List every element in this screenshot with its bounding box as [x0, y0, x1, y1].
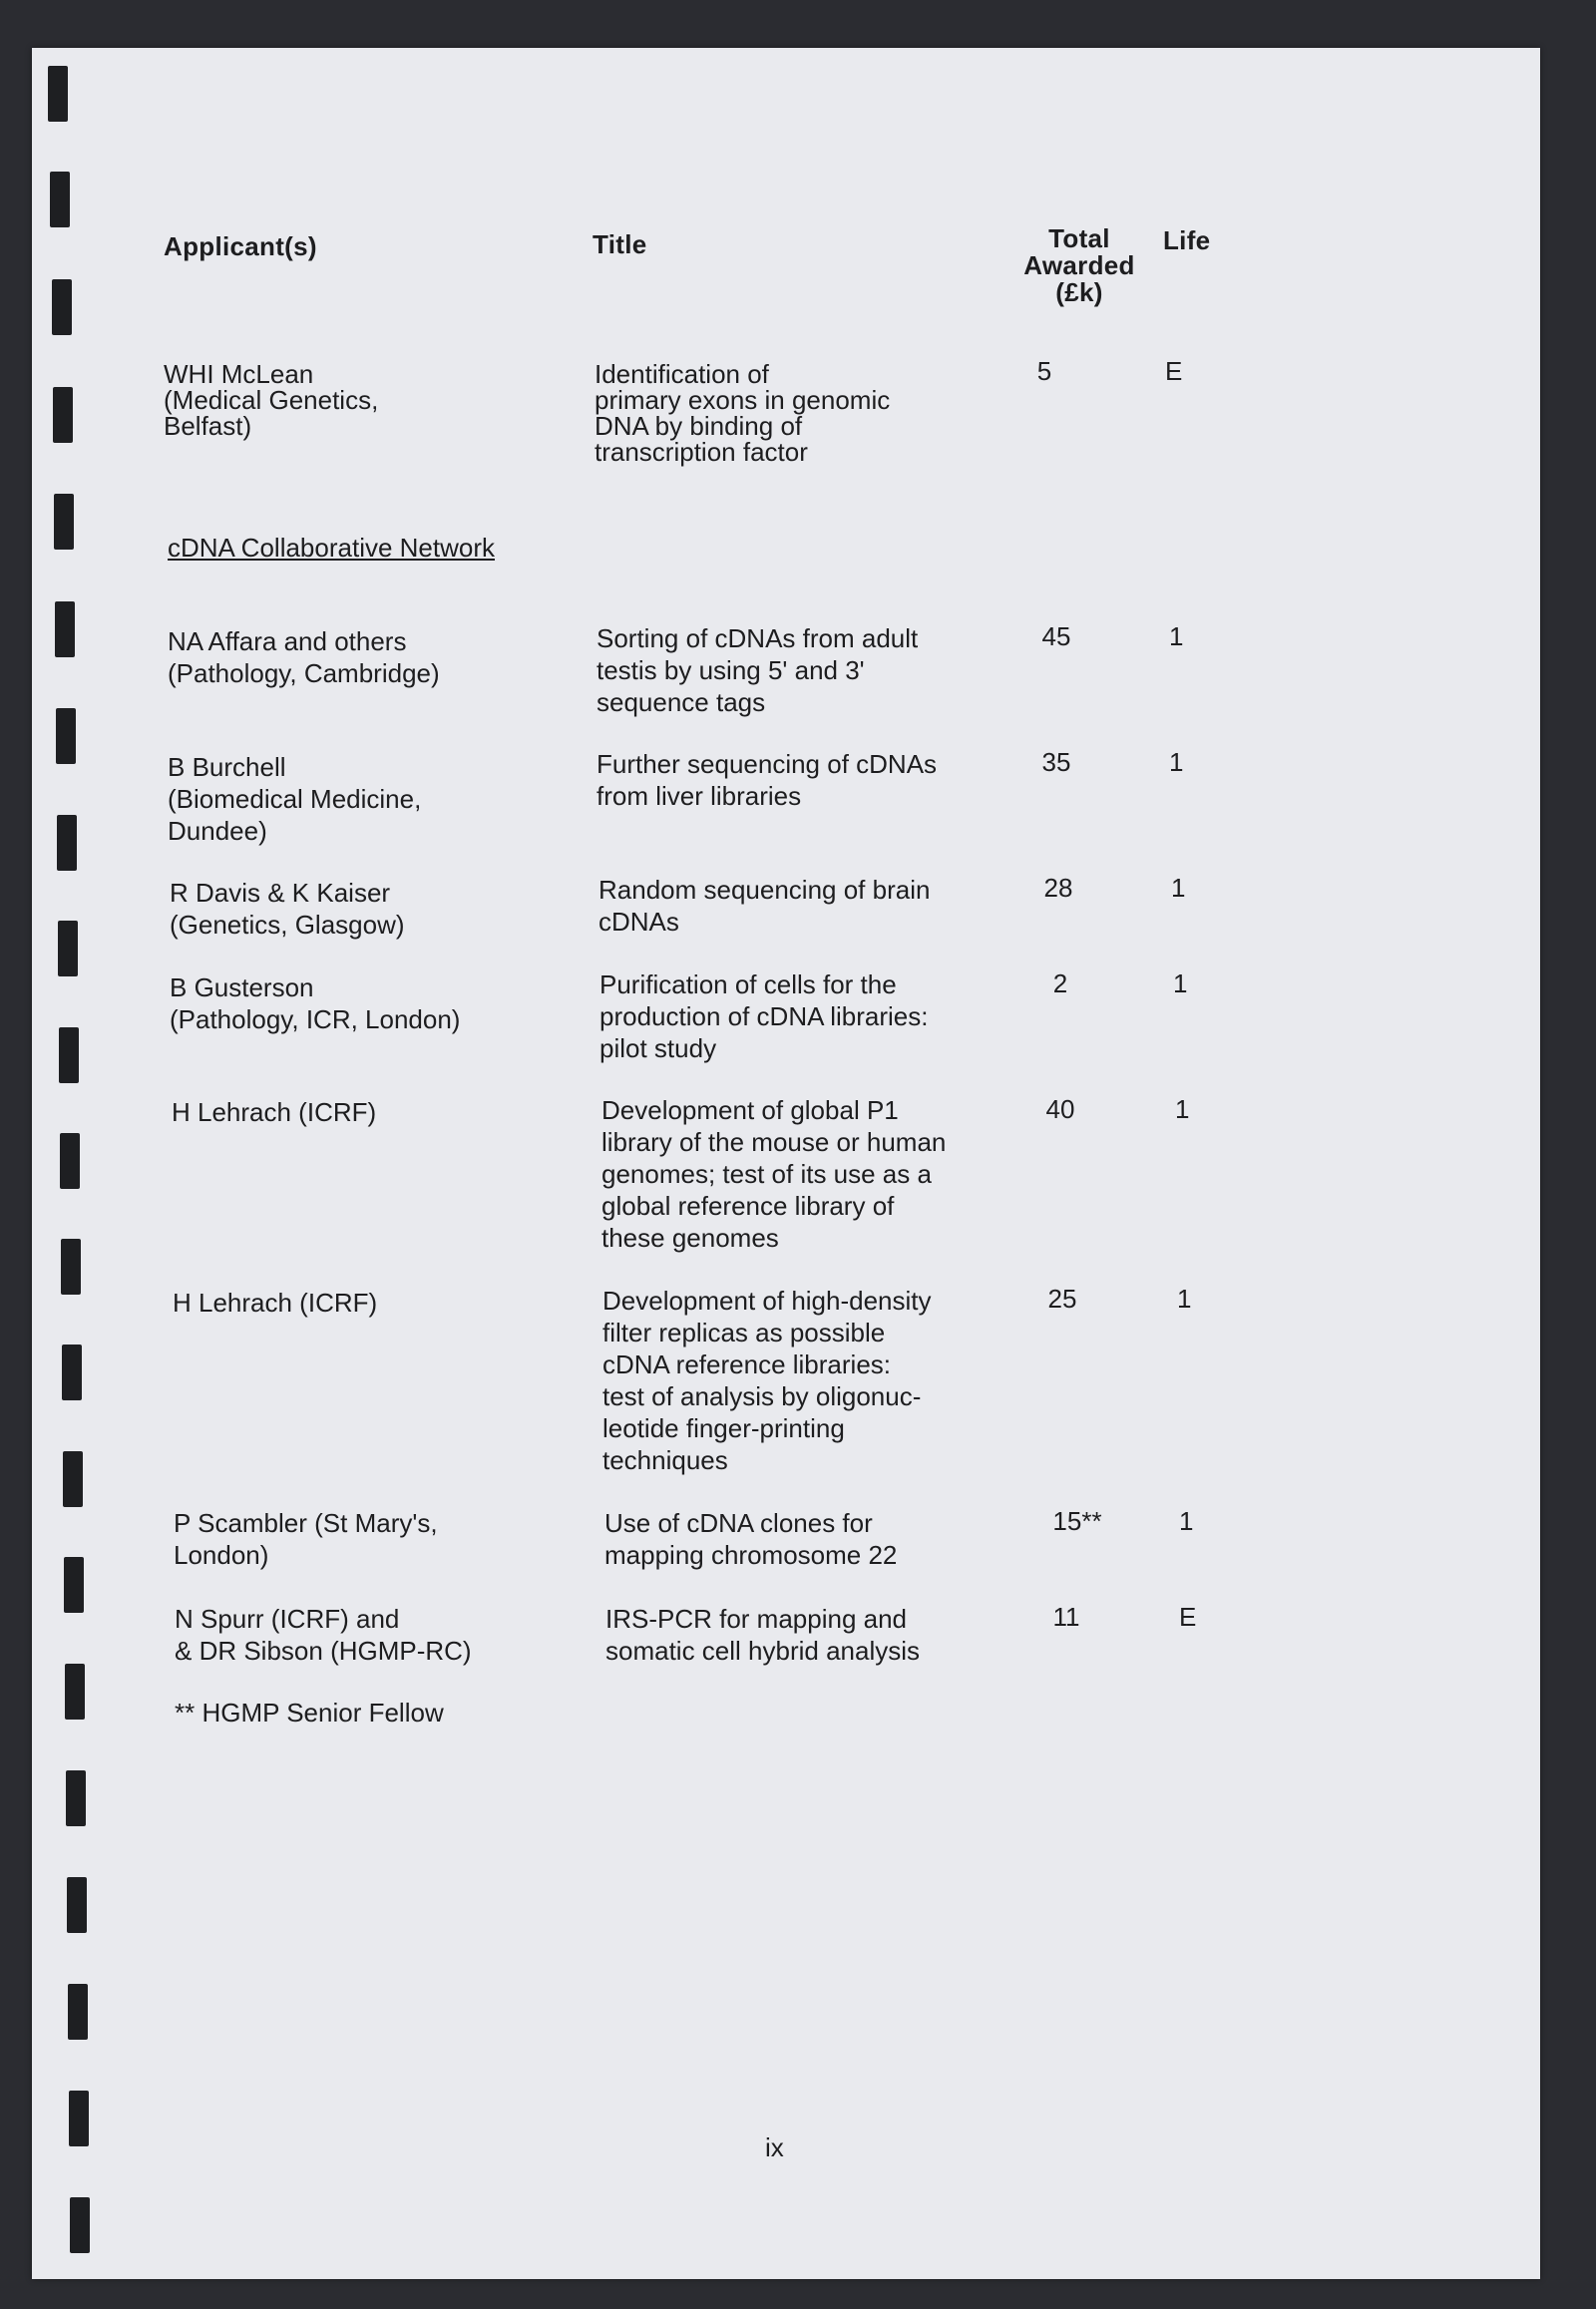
title-cell: [597, 748, 937, 812]
text-line: B Burchell: [168, 752, 286, 782]
title-cell: [604, 1507, 897, 1571]
text-line: primary exons in genomic: [595, 385, 891, 415]
text-line: Development of global P1: [601, 1095, 899, 1125]
applicant-cell: [170, 971, 460, 1035]
life-cell: E: [1165, 356, 1183, 386]
text-line: cDNAs: [598, 907, 679, 937]
text-line: (Genetics, Glasgow): [170, 910, 405, 940]
binder-hole: [66, 1770, 86, 1826]
header-total-line: (£k): [1055, 277, 1103, 307]
title-cell: [599, 968, 928, 1064]
binder-hole: [65, 1664, 85, 1720]
binder-hole: [58, 921, 78, 976]
total-cell: 28: [1043, 873, 1073, 903]
text-line: R Davis & K Kaiser: [170, 878, 391, 908]
header-life: Life: [1163, 225, 1211, 255]
text-line: (Biomedical Medicine,: [168, 784, 422, 814]
title-cell: [605, 1603, 920, 1667]
title-cell: [601, 1094, 946, 1254]
header-total-line: Awarded: [1023, 250, 1135, 280]
section-title: cDNA Collaborative Network: [168, 533, 496, 563]
text-line: London): [174, 1540, 269, 1570]
binder-hole: [68, 1984, 88, 2040]
text-line: DNA by binding of: [595, 411, 803, 441]
binder-hole: [61, 1239, 81, 1295]
text-line: testis by using 5' and 3': [597, 655, 865, 685]
text-line: cDNA reference libraries:: [602, 1349, 891, 1379]
text-line: Belfast): [164, 411, 252, 441]
binder-hole: [67, 1877, 87, 1933]
title-cell: [598, 874, 930, 938]
text-line: transcription factor: [595, 437, 808, 467]
text-line: pilot study: [599, 1033, 717, 1063]
total-cell: 25: [1047, 1284, 1077, 1314]
binder-hole: [63, 1451, 83, 1507]
applicant-cell: [168, 751, 421, 847]
binder-hole: [54, 494, 74, 550]
binder-hole: [52, 279, 72, 335]
footnote: ** HGMP Senior Fellow: [175, 1698, 444, 1728]
binder-hole: [62, 1345, 82, 1400]
text-line: Further sequencing of cDNAs: [597, 749, 938, 779]
total-cell: 5: [1036, 356, 1052, 386]
applicant-cell: [174, 1507, 438, 1571]
text-line: sequence tags: [597, 687, 766, 717]
text-line: leotide finger-printing: [602, 1413, 845, 1443]
applicant-cell: [172, 1096, 376, 1128]
text-line: from liver libraries: [597, 781, 802, 811]
binder-hole: [50, 172, 70, 227]
text-line: Use of cDNA clones for: [604, 1508, 873, 1538]
total-cell: 45: [1041, 621, 1071, 651]
text-line: global reference library of: [601, 1191, 895, 1221]
total-cell: 2: [1052, 968, 1068, 998]
text-line: H Lehrach (ICRF): [172, 1097, 377, 1127]
text-line: & DR Sibson (HGMP-RC): [175, 1636, 472, 1666]
text-line: somatic cell hybrid analysis: [605, 1636, 921, 1666]
text-line: P Scambler (St Mary's,: [174, 1508, 438, 1538]
binder-hole: [59, 1027, 79, 1083]
text-line: Purification of cells for the: [599, 969, 897, 999]
text-line: production of cDNA libraries:: [599, 1001, 929, 1031]
text-line: test of analysis by oligonuc-: [602, 1381, 922, 1411]
life-cell: 1: [1177, 1284, 1192, 1314]
life-cell: 1: [1169, 747, 1184, 777]
text-line: Identification of: [595, 359, 769, 389]
life-cell: 1: [1171, 873, 1186, 903]
text-line: library of the mouse or human: [601, 1127, 947, 1157]
binder-hole: [64, 1557, 84, 1613]
life-cell: E: [1179, 1602, 1197, 1632]
header-total-awarded: [1009, 225, 1149, 306]
text-line: filter replicas as possible: [602, 1318, 886, 1347]
life-cell: 1: [1173, 968, 1188, 998]
text-line: B Gusterson: [170, 972, 314, 1002]
text-line: Sorting of cDNAs from adult: [597, 623, 919, 653]
binder-hole: [55, 601, 75, 657]
text-line: genomes; test of its use as a: [601, 1159, 932, 1189]
title-cell: [602, 1285, 932, 1476]
applicant-cell: [173, 1287, 377, 1319]
text-line: Development of high-density: [602, 1286, 932, 1316]
title-cell: [597, 622, 918, 718]
text-line: NA Affara and others: [168, 626, 407, 656]
total-cell: 15**: [1052, 1506, 1102, 1536]
header-applicants: Applicant(s): [164, 231, 317, 261]
binder-hole: [56, 708, 76, 764]
text-line: mapping chromosome 22: [604, 1540, 898, 1570]
text-line: Random sequencing of brain: [598, 875, 931, 905]
binder-hole: [69, 2091, 89, 2146]
text-line: (Pathology, Cambridge): [168, 658, 440, 688]
binder-hole: [60, 1133, 80, 1189]
text-line: Dundee): [168, 816, 267, 846]
text-line: WHI McLean: [164, 359, 314, 389]
header-title: Title: [593, 229, 647, 259]
text-line: techniques: [602, 1445, 728, 1475]
text-line: (Medical Genetics,: [164, 385, 379, 415]
header-total-line: Total: [1048, 223, 1110, 253]
total-cell: 35: [1041, 747, 1071, 777]
total-cell: 40: [1045, 1094, 1075, 1124]
applicant-cell: [170, 877, 405, 941]
text-line: IRS-PCR for mapping and: [605, 1604, 908, 1634]
text-line: N Spurr (ICRF) and: [175, 1604, 400, 1634]
binder-hole: [48, 66, 68, 122]
page-number: ix: [765, 2132, 784, 2162]
text-line: (Pathology, ICR, London): [170, 1004, 461, 1034]
binder-hole: [57, 815, 77, 871]
applicant-cell: [164, 361, 378, 439]
life-cell: 1: [1175, 1094, 1190, 1124]
binder-hole: [53, 387, 73, 443]
applicant-cell: [175, 1603, 472, 1667]
life-cell: 1: [1169, 621, 1184, 651]
total-cell: 11: [1052, 1602, 1080, 1632]
title-cell: [595, 361, 890, 465]
text-line: H Lehrach (ICRF): [173, 1288, 378, 1318]
text-line: these genomes: [601, 1223, 779, 1253]
applicant-cell: [168, 625, 440, 689]
life-cell: 1: [1179, 1506, 1194, 1536]
binder-hole: [70, 2197, 90, 2253]
